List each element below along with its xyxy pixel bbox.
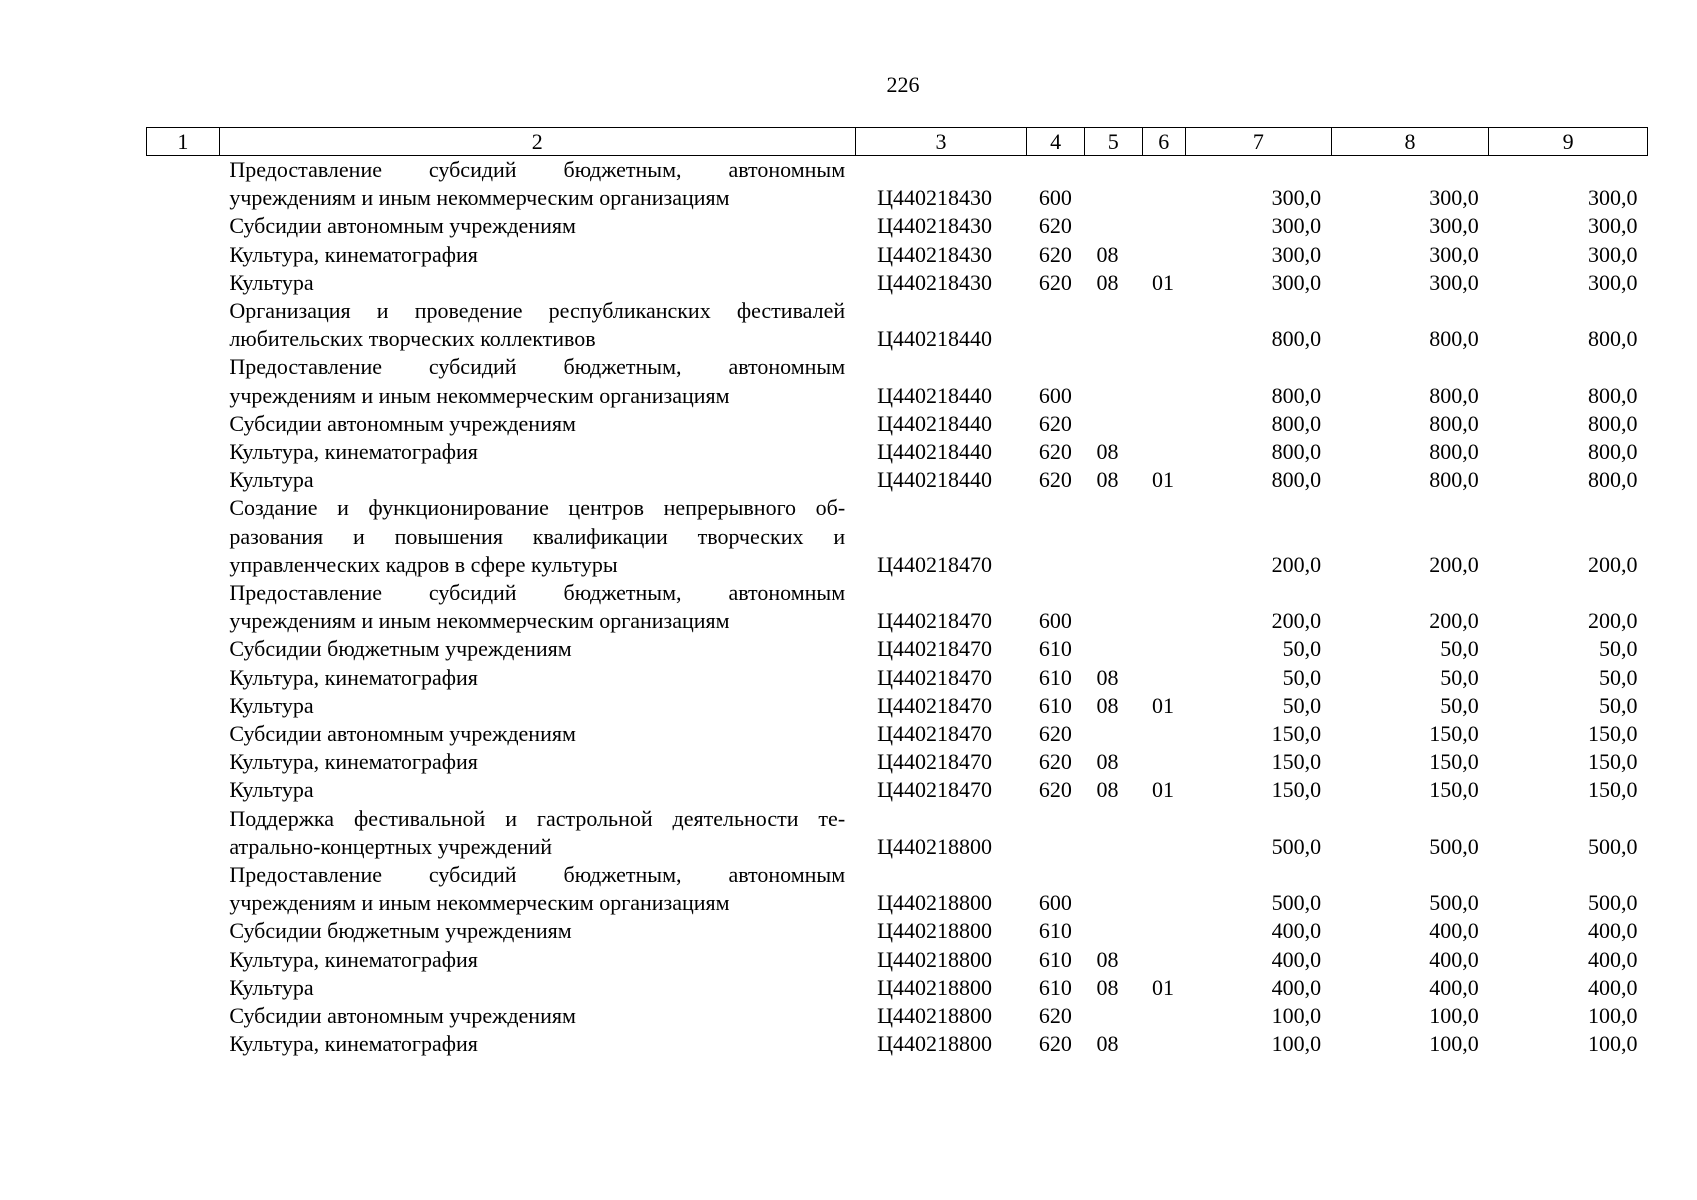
row-value-9: 400,0	[1588, 974, 1638, 1000]
row-value-9: 800,0	[1588, 467, 1638, 493]
row-code: Ц440218800	[877, 1031, 993, 1057]
row-col-6	[1142, 805, 1185, 861]
row-col-4: 620	[1038, 241, 1072, 267]
row-col-4: 610	[1038, 636, 1072, 662]
row-col-6	[1142, 494, 1185, 579]
row-value-7: 400,0	[1271, 918, 1322, 944]
row-code: Ц440218470	[877, 551, 993, 577]
row-value-9: 50,0	[1599, 664, 1638, 690]
row-name: Организация и проведение республиканских фестивалей любительских творческих коллективов	[229, 298, 846, 352]
row-col-5	[1084, 805, 1142, 861]
row-value-7: 150,0	[1271, 749, 1322, 775]
row-col-5	[1084, 635, 1142, 663]
row-col-6	[1142, 156, 1185, 213]
row-code: Ц440218440	[877, 410, 993, 436]
row-col-4: 600	[1038, 608, 1072, 634]
row-col-5	[1084, 353, 1142, 409]
table-row	[147, 664, 1648, 692]
row-col-4: 620	[1038, 467, 1072, 493]
row-value-7: 800,0	[1271, 439, 1322, 465]
row-value-7: 100,0	[1271, 1003, 1322, 1029]
row-value-9: 500,0	[1588, 833, 1638, 859]
row-name: Культура	[229, 974, 314, 1000]
row-col-4: 620	[1038, 1031, 1072, 1057]
row-value-9: 150,0	[1588, 749, 1638, 775]
row-number-cell	[147, 579, 220, 635]
row-col-4: 620	[1038, 269, 1072, 295]
row-value-7: 50,0	[1282, 636, 1322, 662]
row-value-9: 800,0	[1588, 382, 1638, 408]
row-name: Культура, кинематография	[229, 241, 478, 267]
row-value-8: 200,0	[1429, 608, 1479, 634]
row-value-9: 150,0	[1588, 721, 1638, 747]
row-code: Ц440218800	[877, 1003, 993, 1029]
row-name: Субсидии автономным учреждениям	[229, 213, 576, 239]
row-col-6: 01	[1152, 974, 1175, 1000]
row-value-8: 150,0	[1429, 749, 1479, 775]
row-value-8: 150,0	[1429, 777, 1479, 803]
row-col-5	[1084, 494, 1142, 579]
row-number-cell	[147, 410, 220, 438]
table-row	[147, 579, 1648, 635]
row-value-7: 300,0	[1271, 241, 1322, 267]
row-code: Ц440218470	[877, 636, 993, 662]
row-col-4: 620	[1038, 777, 1072, 803]
row-number-cell	[147, 861, 220, 917]
row-col-5: 08	[1096, 1031, 1119, 1057]
row-name: Субсидии автономным учреждениям	[229, 410, 576, 436]
row-col-6	[1142, 720, 1185, 748]
row-code: Ц440218430	[877, 213, 993, 239]
row-col-4: 610	[1038, 692, 1072, 718]
row-value-7: 800,0	[1271, 410, 1322, 436]
row-col-6	[1142, 410, 1185, 438]
row-code: Ц440218470	[877, 749, 993, 775]
row-col-5: 08	[1096, 749, 1119, 775]
row-name: Культура	[229, 777, 314, 803]
row-value-7: 150,0	[1271, 721, 1322, 747]
row-value-7: 300,0	[1271, 213, 1322, 239]
row-col-4: 620	[1038, 721, 1072, 747]
row-code: Ц440218470	[877, 721, 993, 747]
row-name: Субсидии бюджетным учреждениям	[229, 918, 572, 944]
table-row	[147, 776, 1648, 804]
row-col-6	[1142, 353, 1185, 409]
row-col-5	[1084, 410, 1142, 438]
row-col-4: 620	[1038, 213, 1072, 239]
row-col-5: 08	[1096, 467, 1119, 493]
row-number-cell	[147, 664, 220, 692]
row-col-4: 620	[1038, 439, 1072, 465]
row-col-6	[1142, 438, 1185, 466]
row-value-9: 300,0	[1588, 185, 1638, 211]
row-value-8: 300,0	[1429, 213, 1479, 239]
row-value-8: 500,0	[1429, 890, 1479, 916]
row-col-5: 08	[1096, 692, 1119, 718]
table-row	[147, 156, 1648, 213]
row-col-6: 01	[1152, 269, 1175, 295]
row-col-5: 08	[1096, 946, 1119, 972]
row-name: Культура	[229, 692, 314, 718]
row-value-8: 400,0	[1429, 974, 1479, 1000]
row-value-8: 800,0	[1429, 467, 1479, 493]
row-col-5	[1084, 579, 1142, 635]
row-code: Ц440218800	[877, 974, 993, 1000]
table-row	[147, 1030, 1648, 1058]
row-number-cell	[147, 720, 220, 748]
row-value-9: 800,0	[1588, 326, 1638, 352]
row-col-4: 610	[1038, 664, 1072, 690]
row-col-5	[1084, 297, 1142, 353]
row-code: Ц440218470	[877, 608, 993, 634]
row-value-8: 800,0	[1429, 410, 1479, 436]
header-row	[147, 128, 1648, 156]
row-col-5: 08	[1096, 664, 1119, 690]
row-col-6	[1142, 241, 1185, 269]
row-col-6	[1142, 1030, 1185, 1058]
table-row	[147, 466, 1648, 494]
row-code: Ц440218430	[877, 269, 993, 295]
column-header-2: 2	[219, 128, 855, 156]
row-value-7: 300,0	[1271, 269, 1322, 295]
row-name: Культура	[229, 269, 314, 295]
table-row	[147, 1002, 1648, 1030]
row-col-6	[1142, 861, 1185, 917]
row-col-5: 08	[1096, 777, 1119, 803]
column-header-5: 5	[1084, 128, 1142, 156]
row-col-4: 600	[1038, 382, 1072, 408]
row-code: Ц440218440	[877, 467, 993, 493]
row-value-8: 50,0	[1440, 692, 1479, 718]
row-value-8: 500,0	[1429, 833, 1479, 859]
row-number-cell	[147, 635, 220, 663]
row-code: Ц440218800	[877, 833, 993, 859]
column-header-1: 1	[147, 128, 220, 156]
row-value-9: 100,0	[1588, 1031, 1638, 1057]
row-value-7: 800,0	[1271, 467, 1322, 493]
row-col-6	[1142, 946, 1185, 974]
table-row	[147, 917, 1648, 945]
table-header	[147, 128, 1648, 156]
row-value-9: 150,0	[1588, 777, 1638, 803]
row-number-cell	[147, 974, 220, 1002]
row-value-8: 400,0	[1429, 946, 1479, 972]
row-name: Предоставление субсидий бюджетным, автономным учреждениям и иным некоммерческим организациям	[229, 354, 846, 408]
row-number-cell	[147, 946, 220, 974]
row-value-9: 200,0	[1588, 551, 1638, 577]
row-value-9: 300,0	[1588, 213, 1638, 239]
row-col-5	[1084, 1002, 1142, 1030]
row-value-8: 300,0	[1429, 241, 1479, 267]
row-col-4: 600	[1038, 185, 1072, 211]
row-value-7: 400,0	[1271, 946, 1322, 972]
table-row	[147, 720, 1648, 748]
row-col-5: 08	[1096, 241, 1119, 267]
table-row	[147, 692, 1648, 720]
table-row	[147, 805, 1648, 861]
row-number-cell	[147, 353, 220, 409]
row-value-8: 300,0	[1429, 185, 1479, 211]
row-number-cell	[147, 917, 220, 945]
row-value-9: 300,0	[1588, 241, 1638, 267]
row-code: Ц440218440	[877, 326, 993, 352]
row-value-7: 100,0	[1271, 1031, 1322, 1057]
table-row	[147, 861, 1648, 917]
row-col-6	[1142, 579, 1185, 635]
row-value-9: 800,0	[1588, 439, 1638, 465]
row-number-cell	[147, 1030, 220, 1058]
row-col-4	[1027, 297, 1085, 353]
row-code: Ц440218430	[877, 241, 993, 267]
row-value-9: 50,0	[1599, 636, 1638, 662]
row-number-cell	[147, 241, 220, 269]
row-value-8: 800,0	[1429, 439, 1479, 465]
column-header-4: 4	[1027, 128, 1085, 156]
row-code: Ц440218800	[877, 946, 993, 972]
row-code: Ц440218470	[877, 777, 993, 803]
row-value-8: 800,0	[1429, 326, 1479, 352]
table-body	[147, 156, 1648, 1059]
page-number: 226	[886, 72, 920, 97]
row-name: Субсидии бюджетным учреждениям	[229, 636, 572, 662]
row-name: Культура, кинематография	[229, 749, 478, 775]
row-col-4: 620	[1038, 410, 1072, 436]
row-code: Ц440218800	[877, 918, 993, 944]
row-col-5: 08	[1096, 269, 1119, 295]
row-code: Ц440218440	[877, 382, 993, 408]
table-row	[147, 212, 1648, 240]
row-number-cell	[147, 748, 220, 776]
row-code: Ц440218800	[877, 890, 993, 916]
row-number-cell	[147, 438, 220, 466]
row-value-8: 400,0	[1429, 918, 1479, 944]
row-value-7: 50,0	[1282, 692, 1322, 718]
table-row	[147, 946, 1648, 974]
row-value-9: 100,0	[1588, 1003, 1638, 1029]
row-number-cell	[147, 692, 220, 720]
table-row	[147, 297, 1648, 353]
row-value-8: 50,0	[1440, 636, 1479, 662]
row-name: Культура	[229, 467, 314, 493]
table-row	[147, 353, 1648, 409]
row-name: Предоставление субсидий бюджетным, автономным учреждениям и иным некоммерческим организациям	[229, 862, 846, 916]
row-value-8: 200,0	[1429, 551, 1479, 577]
row-name: Предоставление субсидий бюджетным, автономным учреждениям и иным некоммерческим организациям	[229, 157, 846, 211]
table-row	[147, 241, 1648, 269]
row-value-7: 500,0	[1271, 890, 1322, 916]
row-number-cell	[147, 805, 220, 861]
row-value-8: 800,0	[1429, 382, 1479, 408]
row-col-4: 610	[1038, 918, 1072, 944]
row-value-8: 50,0	[1440, 664, 1479, 690]
row-col-4: 610	[1038, 946, 1072, 972]
row-number-cell	[147, 776, 220, 804]
column-header-8: 8	[1331, 128, 1489, 156]
row-number-cell	[147, 466, 220, 494]
row-col-6	[1142, 664, 1185, 692]
row-code: Ц440218440	[877, 439, 993, 465]
row-value-9: 300,0	[1588, 269, 1638, 295]
row-col-5	[1084, 720, 1142, 748]
row-name: Культура, кинематография	[229, 664, 478, 690]
row-value-8: 100,0	[1429, 1003, 1479, 1029]
table-row	[147, 269, 1648, 297]
row-col-6	[1142, 297, 1185, 353]
row-col-4: 600	[1038, 890, 1072, 916]
row-name: Культура, кинематография	[229, 946, 478, 972]
row-number-cell	[147, 269, 220, 297]
row-name: Субсидии автономным учреждениям	[229, 721, 576, 747]
row-col-4	[1027, 494, 1085, 579]
row-value-7: 150,0	[1271, 777, 1322, 803]
row-number-cell	[147, 212, 220, 240]
row-value-7: 800,0	[1271, 382, 1322, 408]
row-code: Ц440218470	[877, 692, 993, 718]
row-number-cell	[147, 494, 220, 579]
row-number-cell	[147, 156, 220, 213]
table-row	[147, 748, 1648, 776]
column-header-7: 7	[1186, 128, 1332, 156]
budget-table	[146, 127, 1648, 1059]
row-value-7: 50,0	[1282, 664, 1322, 690]
table-row	[147, 635, 1648, 663]
row-col-6	[1142, 635, 1185, 663]
row-value-9: 800,0	[1588, 410, 1638, 436]
row-col-6: 01	[1152, 777, 1175, 803]
row-name: Субсидии автономным учреждениям	[229, 1003, 576, 1029]
row-name: Поддержка фестивальной и гастрольной деятельности театрально-концертных учреждений	[229, 805, 846, 859]
row-col-4: 620	[1038, 749, 1072, 775]
row-number-cell	[147, 297, 220, 353]
row-value-9: 50,0	[1599, 692, 1638, 718]
row-value-9: 400,0	[1588, 946, 1638, 972]
column-header-9: 9	[1489, 128, 1648, 156]
row-code: Ц440218430	[877, 185, 993, 211]
row-value-7: 200,0	[1271, 608, 1322, 634]
row-value-7: 400,0	[1271, 974, 1322, 1000]
row-col-5: 08	[1096, 439, 1119, 465]
row-col-6	[1142, 748, 1185, 776]
table-row	[147, 974, 1648, 1002]
row-code: Ц440218470	[877, 664, 993, 690]
row-col-4	[1027, 805, 1085, 861]
row-number-cell	[147, 1002, 220, 1030]
column-header-3: 3	[855, 128, 1027, 156]
row-col-5	[1084, 917, 1142, 945]
row-value-7: 800,0	[1271, 326, 1322, 352]
table-row	[147, 410, 1648, 438]
row-col-5	[1084, 156, 1142, 213]
row-value-8: 150,0	[1429, 721, 1479, 747]
table-row	[147, 438, 1648, 466]
row-col-5: 08	[1096, 974, 1119, 1000]
row-col-5	[1084, 861, 1142, 917]
row-name: Создание и функционирование центров непрерывного образования и повышения квалификации творческих и управленческих кадров в сфере культуры	[229, 495, 846, 577]
row-value-8: 100,0	[1429, 1031, 1479, 1057]
column-header-6: 6	[1142, 128, 1185, 156]
table-row	[147, 494, 1648, 579]
row-value-9: 200,0	[1588, 608, 1638, 634]
row-value-7: 500,0	[1271, 833, 1322, 859]
row-value-7: 200,0	[1271, 551, 1322, 577]
row-value-8: 300,0	[1429, 269, 1479, 295]
row-col-6	[1142, 212, 1185, 240]
row-name: Культура, кинематография	[229, 439, 478, 465]
row-name: Культура, кинематография	[229, 1031, 478, 1057]
row-col-4: 620	[1038, 1003, 1072, 1029]
row-value-9: 400,0	[1588, 918, 1638, 944]
row-col-6	[1142, 1002, 1185, 1030]
row-col-6: 01	[1152, 692, 1175, 718]
row-value-9: 500,0	[1588, 890, 1638, 916]
row-col-4: 610	[1038, 974, 1072, 1000]
row-col-5	[1084, 212, 1142, 240]
row-col-6: 01	[1152, 467, 1175, 493]
row-col-6	[1142, 917, 1185, 945]
row-name: Предоставление субсидий бюджетным, автономным учреждениям и иным некоммерческим организациям	[229, 580, 846, 634]
row-value-7: 300,0	[1271, 185, 1322, 211]
